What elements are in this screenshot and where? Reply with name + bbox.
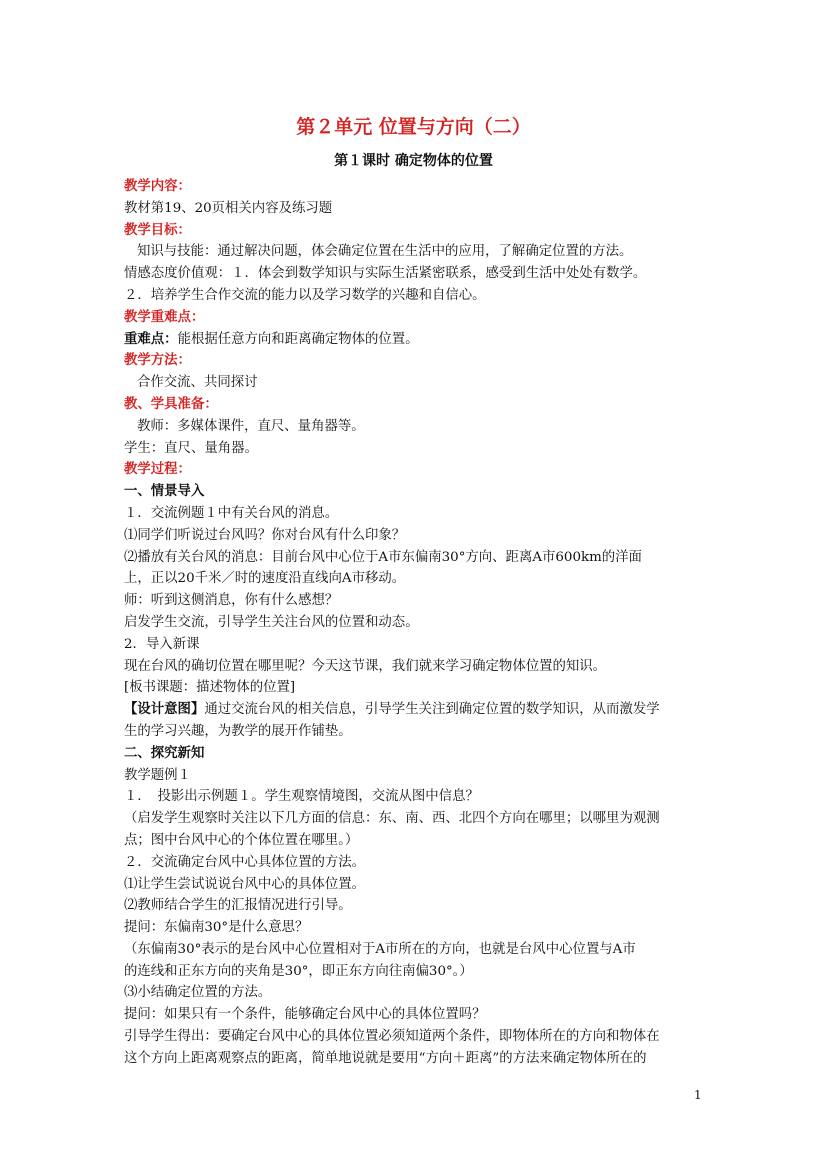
text-line: ⑶小结确定位置的方法。 [124,985,272,1001]
text-line: 教师：多媒体课件，直尺、量角器等。 [137,418,365,434]
text-line: 情感态度价值观：１．体会到数学知识与实际生活紧密联系，感受到生活中处处有数学。 [124,266,647,282]
section-heading: 教学方法： [124,353,191,369]
text-line: 师：听到这侧消息，你有什么感想？ [124,593,339,609]
text-line: 的连线和正东方向的夹角是30°，即正东方向往南偏30°。） [124,963,473,979]
text-line: 现在台风的确切位置在哪里呢？今天这节课，我们就来学习确定物体位置的知识。 [124,658,607,674]
text-line: [板书课题：描述物体的位置] [124,680,296,696]
text-line: 知识与技能：通过解决问题，体会确定位置在生活中的应用，了解确定位置的方法。 [137,244,633,260]
subsection-heading: 一、情景导入 [124,484,205,500]
text-line [124,699,710,721]
line-rest: 能根据任意方向和距离确定物体的位置。 [177,331,419,347]
text-line: 提问：如果只有一个条件，能够确定台风中心的具体位置吗？ [124,1007,486,1023]
section-heading: 教学目标： [124,222,191,238]
page-title: 第２单元 位置与方向（二） [296,116,531,138]
subsection-heading: 二、探究新知 [124,745,205,761]
text-line: 合作交流、共同探讨 [137,375,258,391]
text-line: ⑴让学生尝试说说台风中心的具体位置。 [124,876,366,892]
text-line: 点；图中台风中心的个体位置在哪里。） [124,832,359,848]
text-line: ⑵播放有关台风的消息：目前台风中心位于A市东偏南30°方向、距离A市600km的洋面 [124,549,642,565]
text-line: 2．导入新课 [124,636,200,652]
text-line [124,329,710,351]
text-line: １． 投影出示例题１。学生观察情境图，交流从图中信息？ [124,789,479,805]
document-body [124,176,710,1070]
text-line: 生的学习兴趣，为教学的展开作铺垫。 [124,723,352,739]
text-line: 引导学生得出：要确定台风中心的具体位置必须知道两个条件，即物体所在的方向和物体在 [124,1029,660,1045]
text-line: 上，正以20千米／时的速度沿直线向A市移动。 [124,571,406,587]
section-heading: 教学过程： [124,462,191,478]
text-line: ⑵教师结合学生的汇报情况进行引导。 [124,898,352,914]
lesson-subtitle: 第１课时 确定物体的位置 [334,153,493,169]
text-line: ２．培养学生合作交流的能力以及学习数学的兴趣和自信心。 [124,287,486,303]
text-line: ２．交流确定台风中心具体位置的方法。 [124,854,366,870]
text-line: （东偏南30°表示的是台风中心位置相对于A市所在的方向，也就是台风中心位置与A市 [124,941,636,957]
text-line: 提问：东偏南30°是什么意思？ [124,920,309,936]
text-line: ⑴同学们听说过台风吗？你对台风有什么印象？ [124,527,406,543]
section-heading: 教、学具准备： [124,396,218,412]
text-line: 这个方向上距离观察点的距离，简单地说就是要用“方向＋距离”的方法来确定物体所在的 [124,1050,647,1066]
text-line: 教学题例１ [124,767,191,783]
page-number: 1 [694,1088,702,1102]
line-rest: 通过交流台风的相关信息，引导学生关注到确定位置的数学知识，从而激发学 [204,702,660,718]
bold-prefix: 【设计意图】 [124,702,205,718]
text-line: （启发学生观察时关注以下几方面的信息：东、南、西、北四个方向在哪里；以哪里为观测 [124,811,660,827]
bold-prefix: 重难点： [124,331,178,347]
text-line: １．交流例题１中有关台风的消息。 [124,505,339,521]
text-line: 教材第19、20页相关内容及练习题 [124,200,333,216]
text-line: 启发学生交流，引导学生关注台风的位置和动态。 [124,614,419,630]
text-line: 学生：直尺、量角器。 [124,440,258,456]
section-heading: 教学重难点： [124,309,205,325]
section-heading: 教学内容： [124,179,191,194]
